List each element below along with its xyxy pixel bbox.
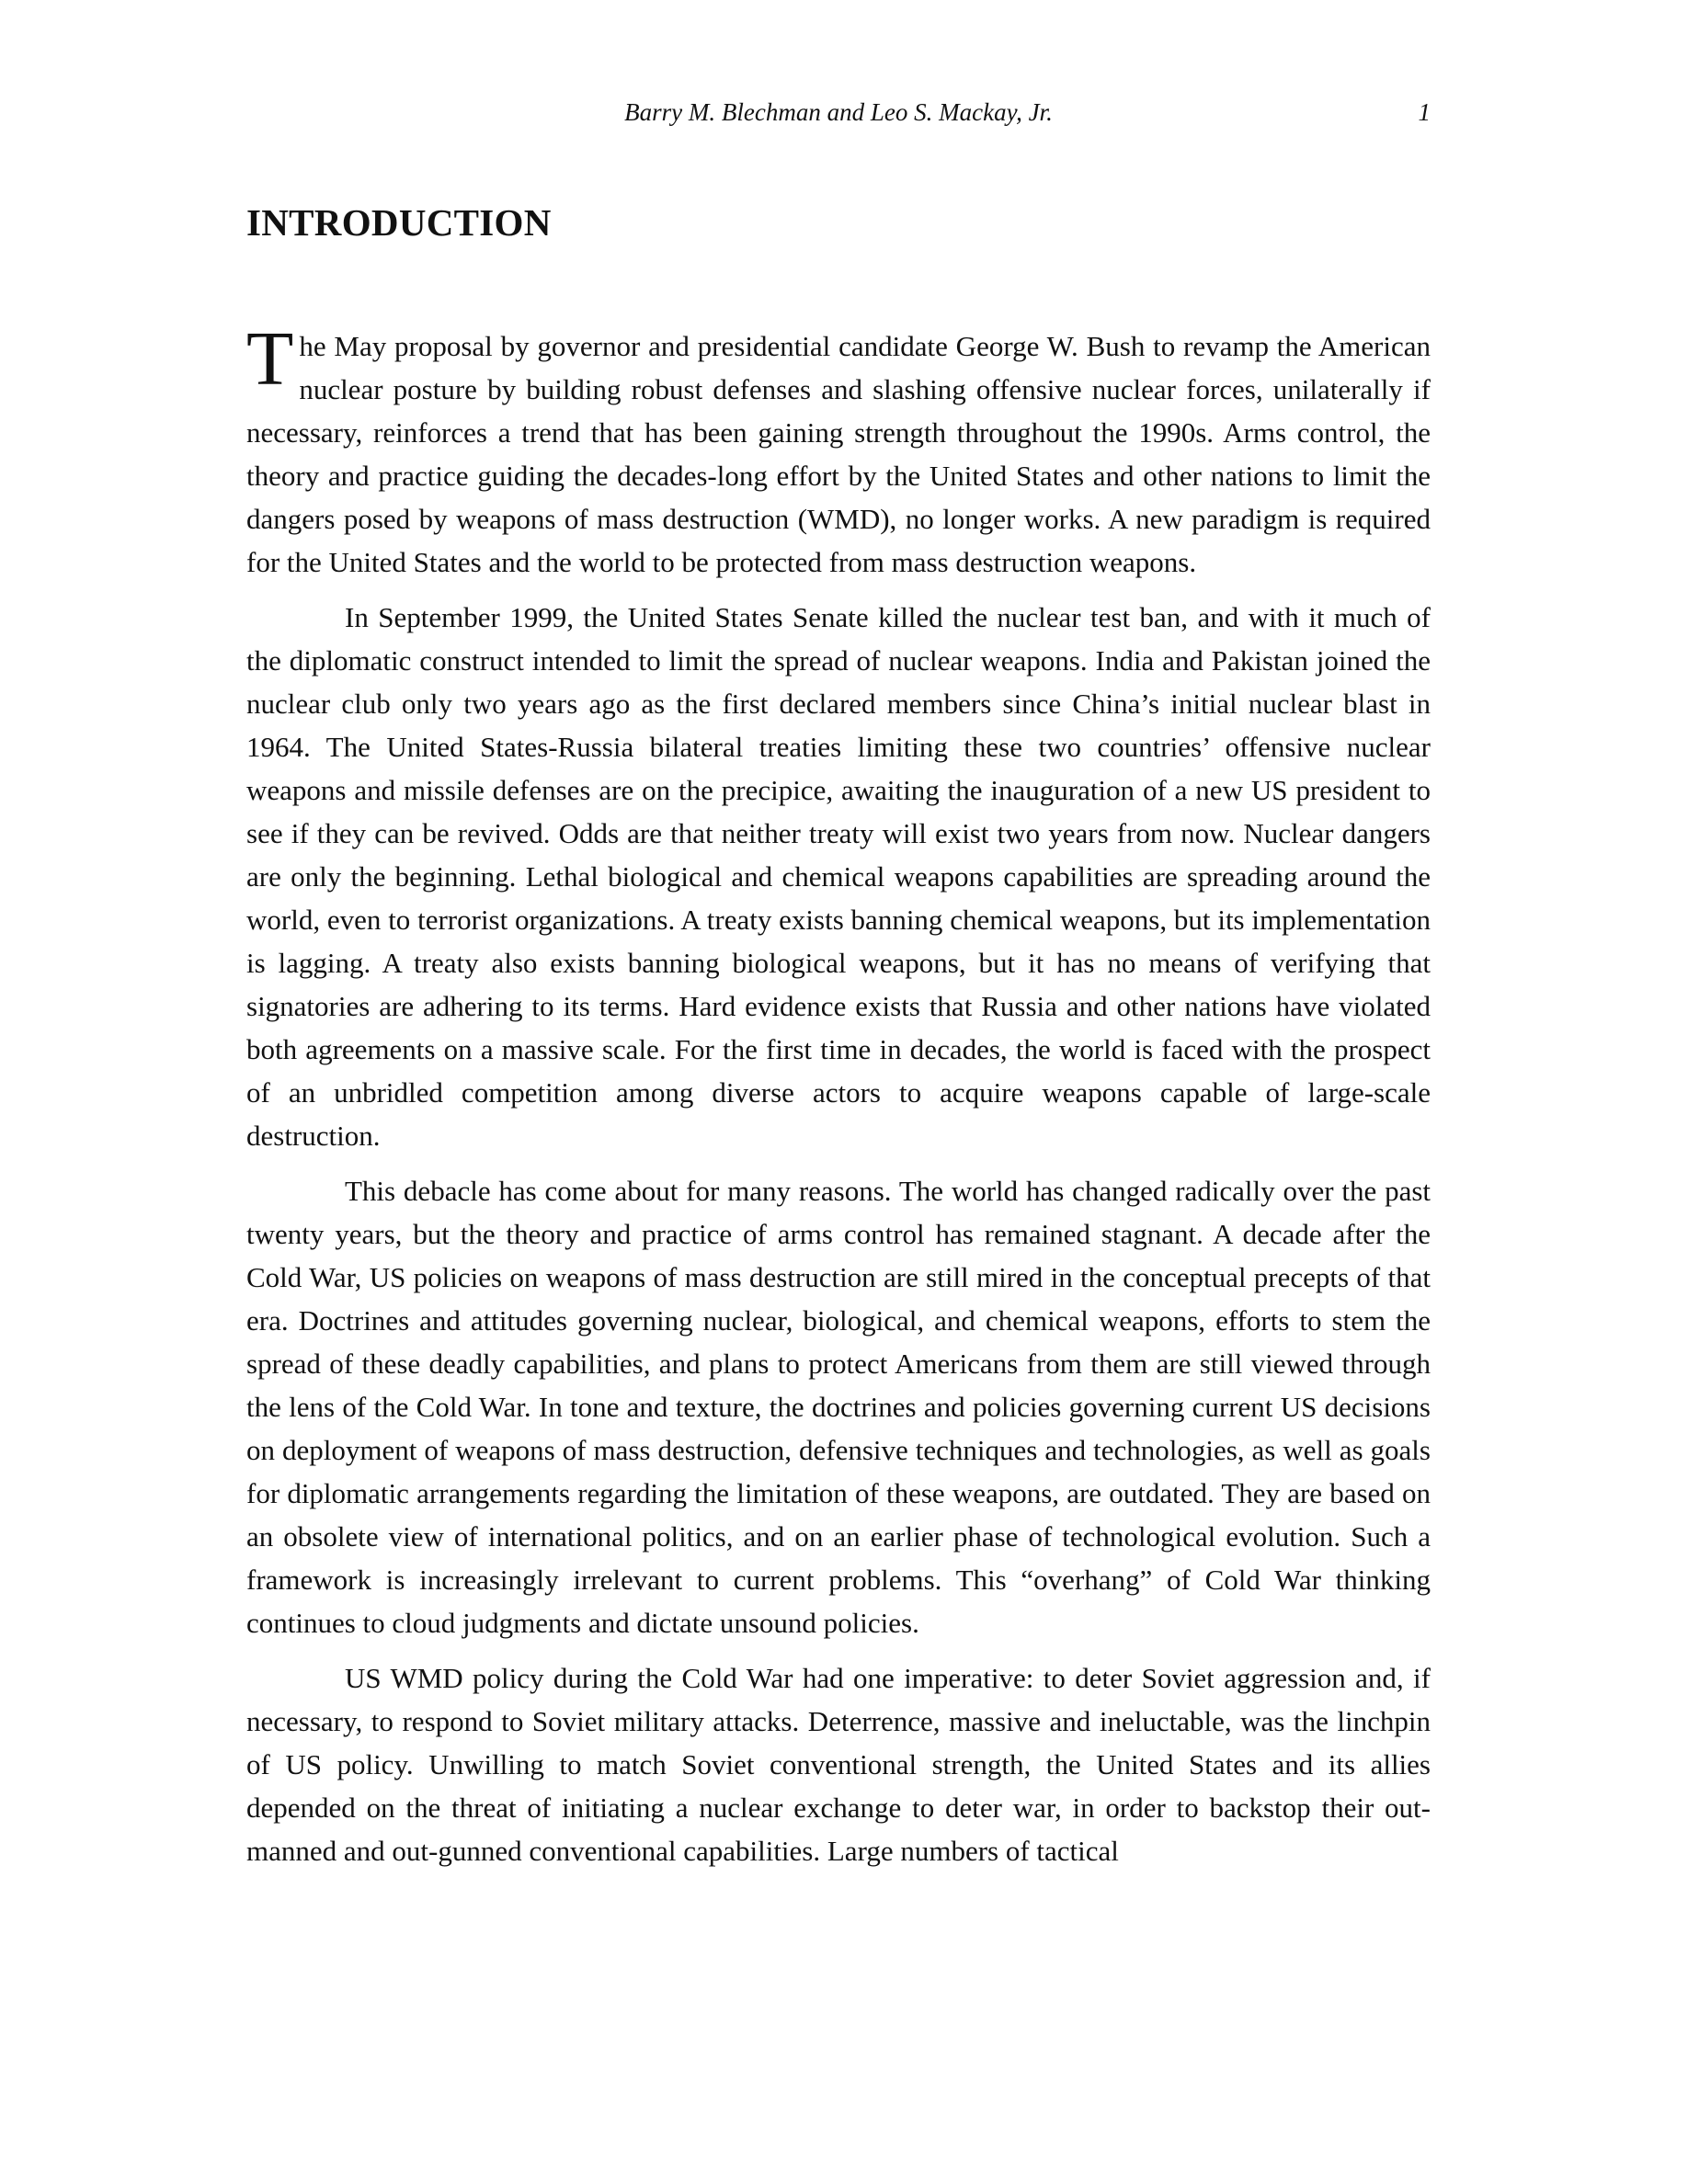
header-authors: Barry M. Blechman and Leo S. Mackay, Jr. — [624, 98, 1053, 126]
paragraph-1-text: he May proposal by governor and presidential candidate George W. Bush to revamp the American nuclear posture by building robust defenses and slashing offensive nuclear forces, unilaterally if necessary, reinforces a trend that has been gaining strength throughout the 1990s. Arms control, the theory and practice guiding the decades-long effort by the United States and other nations to limit the dangers posed by weapons of mass destruction (WMD), no longer works. A new paradigm is required for the United States and the world to be protected from mass destruction weapons. — [246, 330, 1431, 578]
page-number: 1 — [1418, 98, 1431, 126]
drop-cap: T — [246, 316, 294, 402]
paragraph-4: US WMD policy during the Cold War had one imperative: to deter Soviet aggression and, if necessary, to respond to Soviet military attacks. Deterrence, massive and ineluctable, was the linchpin of US policy. Unwilling to match Soviet conventional strength, the United States and its allies depended on the threat of initiating a nuclear exchange to deter war, in order to backstop their out-manned and out-gunned conventional capabilities. Large numbers of tactical — [246, 1662, 1431, 1867]
running-header — [246, 98, 1431, 135]
paragraph-2: In September 1999, the United States Senate killed the nuclear test ban, and with it much of the diplomatic construct intended to limit the spread of nuclear weapons. India and Pakistan joined the nuclear club only two years ago as the first declared members since China’s initial nuclear blast in 1964. The United States-Russia bilateral treaties limiting these two countries’ offensive nuclear weapons and missile defenses are on the precipice, awaiting the inauguration of a new US president to see if they can be revived. Odds are that neither treaty will exist two years from now. Nuclear dangers are only the beginning. Lethal biological and chemical weapons capabilities are spreading around the world, even to terrorist organizations. A treaty exists banning chemical weapons, but its implementation is lagging. A treaty also exists banning biological weapons, but it has no means of verifying that signatories are adhering to its terms. Hard evidence exists that Russia and other nations have violated both agreements on a massive scale. For the first time in decades, the world is faced with the prospect of an unbridled competition among diverse actors to acquire weapons capable of large-scale destruction. — [246, 601, 1431, 1152]
paragraph-1 — [246, 316, 1431, 584]
section-title: INTRODUCTION — [246, 201, 552, 244]
body-text — [246, 316, 1431, 1884]
paragraph-3: This debacle has come about for many reasons. The world has changed radically over the past twenty years, but the theory and practice of arms control has remained stagnant. A decade after the Cold War, US policies on weapons of mass destruction are still mired in the conceptual precepts of that era. Doctrines and attitudes governing nuclear, biological, and chemical weapons, efforts to stem the spread of these deadly capabilities, and plans to protect Americans from them are still viewed through the lens of the Cold War. In tone and texture, the doctrines and policies governing current US decisions on deployment of weapons of mass destruction, defensive techniques and technologies, as well as goals for diplomatic arrangements regarding the limitation of these weapons, are outdated. They are based on an obsolete view of international politics, and on an earlier phase of technological evolution. Such a framework is increasingly irrelevant to current problems. This “overhang” of Cold War thinking continues to cloud judgments and dictate unsound policies. — [246, 1175, 1431, 1639]
